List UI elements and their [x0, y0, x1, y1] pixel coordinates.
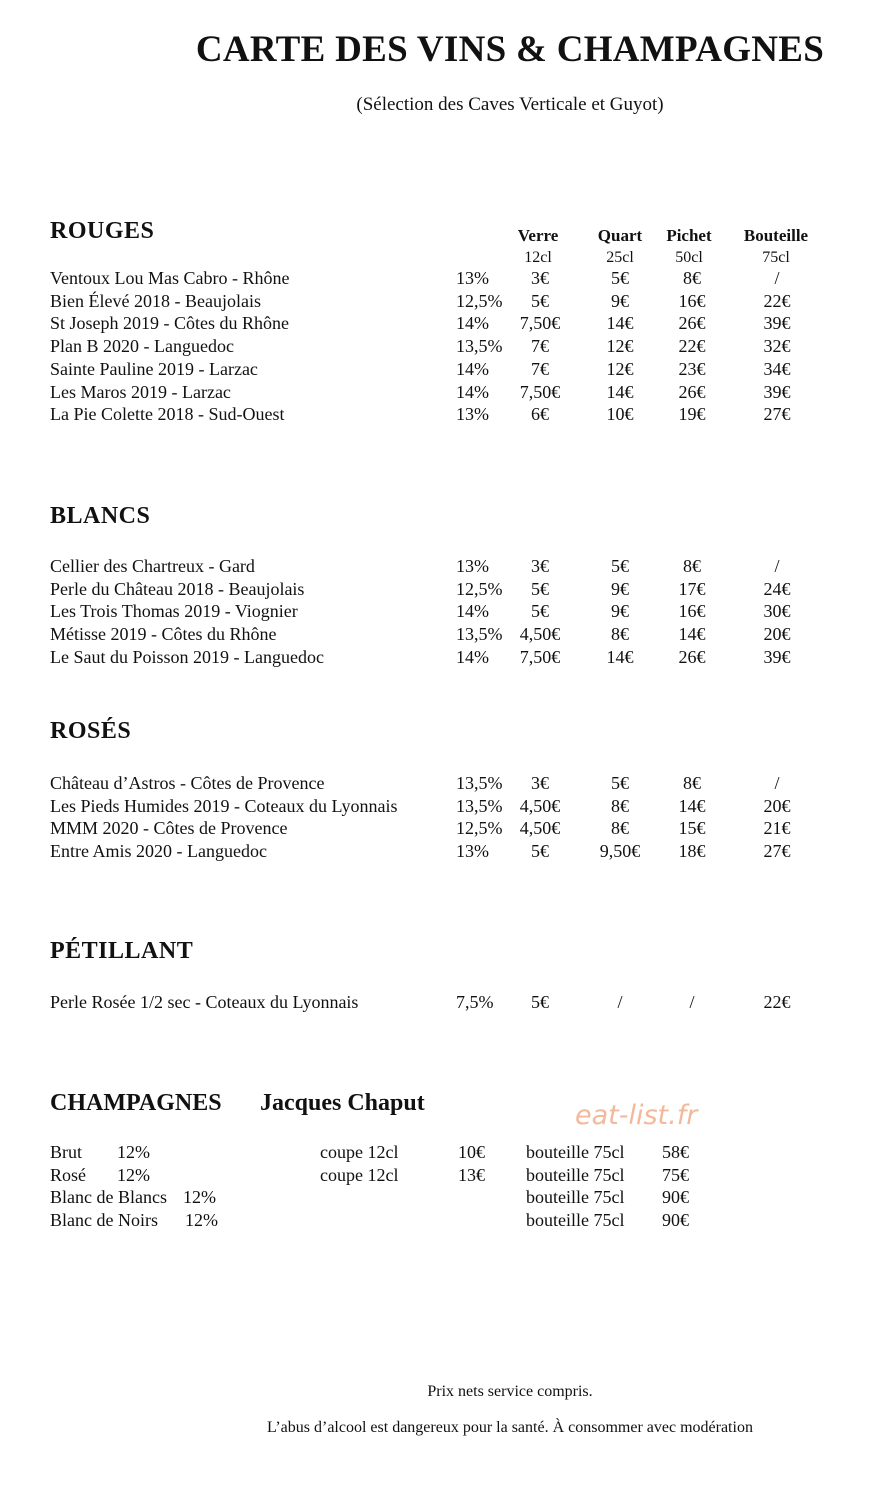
champagne-row [0, 1142, 875, 1164]
page-title: CARTE DES VINS & CHAMPAGNES [195, 29, 825, 70]
wine-name: Entre Amis 2020 - Languedoc [50, 841, 267, 862]
price-verre: 7€ [531, 336, 549, 357]
wine-alcohol: 14% [456, 601, 489, 622]
champagne-bottle: bouteille 75cl [526, 1210, 625, 1231]
wine-row [0, 818, 875, 840]
price-quart: 14€ [606, 313, 634, 334]
champagne-brand: Jacques Chaput [260, 1090, 425, 1116]
price-pichet: 26€ [678, 381, 706, 402]
champagne-name: Blanc de Noirs [50, 1210, 158, 1231]
wine-row [0, 841, 875, 863]
column-header-pichet: Pichet [666, 226, 712, 245]
price-pichet: 8€ [683, 268, 701, 288]
wine-alcohol: 13% [456, 268, 489, 288]
wine-row [0, 291, 875, 313]
price-quart: 5€ [611, 556, 629, 576]
wine-name: Ventoux Lou Mas Cabro - Rhône [50, 268, 290, 288]
wine-row [0, 579, 875, 601]
price-verre: 5€ [531, 290, 549, 311]
champagne-alcohol: 12% [185, 1210, 218, 1231]
price-quart: 12€ [606, 358, 634, 379]
wine-row [0, 268, 875, 290]
champagne-name: Rosé [50, 1164, 86, 1185]
price-verre: 4,50€ [519, 818, 561, 839]
price-quart: / [617, 992, 623, 1012]
price-bouteille: / [774, 556, 780, 576]
price-verre: 7,50€ [519, 313, 561, 334]
column-header-bouteille: Bouteille [743, 226, 809, 245]
price-verre: 5€ [531, 841, 549, 862]
wine-name: Le Saut du Poisson 2019 - Languedoc [50, 646, 324, 667]
price-pichet: 8€ [683, 556, 701, 576]
price-bouteille: 22€ [763, 290, 791, 311]
wine-alcohol: 13,5% [456, 336, 503, 357]
price-quart: 5€ [611, 773, 629, 793]
column-unit-quart: 25cl [606, 249, 634, 266]
wine-alcohol: 7,5% [456, 992, 494, 1012]
wine-row [0, 313, 875, 335]
wine-row [0, 382, 875, 404]
price-pichet: 14€ [678, 795, 706, 816]
column-header-quart: Quart [597, 226, 643, 245]
wine-row [0, 404, 875, 426]
price-quart: 9€ [611, 290, 629, 311]
price-verre: 5€ [531, 601, 549, 622]
wine-row [0, 601, 875, 623]
price-pichet: 14€ [678, 624, 706, 645]
section-title-roses: ROSÉS [50, 718, 132, 744]
wine-row [0, 556, 875, 578]
price-pichet: 16€ [678, 601, 706, 622]
price-quart: 12€ [606, 336, 634, 357]
champagne-coupe-price: 10€ [458, 1142, 485, 1162]
price-bouteille: 20€ [763, 795, 791, 816]
champagne-coupe-price: 13€ [458, 1164, 485, 1185]
wine-name: Sainte Pauline 2019 - Larzac [50, 358, 258, 379]
price-quart: 9€ [611, 578, 629, 599]
champagne-bottle: bouteille 75cl [526, 1142, 625, 1162]
wine-alcohol: 13,5% [456, 795, 503, 816]
column-unit-pichet: 50cl [675, 249, 703, 266]
price-verre: 3€ [531, 268, 549, 288]
price-verre: 7,50€ [519, 381, 561, 402]
champagne-alcohol: 12% [183, 1187, 216, 1208]
wine-alcohol: 13,5% [456, 624, 503, 645]
champagne-alcohol: 12% [117, 1164, 150, 1185]
price-verre: 7,50€ [519, 646, 561, 667]
wine-name: Perle du Château 2018 - Beaujolais [50, 578, 305, 599]
section-title-rouges: ROUGES [50, 218, 155, 244]
price-pichet: 22€ [678, 336, 706, 357]
wine-name: Les Trois Thomas 2019 - Viognier [50, 601, 298, 622]
price-quart: 10€ [606, 404, 634, 425]
price-bouteille: 22€ [763, 992, 791, 1012]
price-bouteille: 34€ [763, 358, 791, 379]
champagne-bottle-price: 90€ [662, 1210, 689, 1231]
column-unit-bouteille: 75cl [762, 249, 790, 266]
wine-row [0, 773, 875, 795]
wine-alcohol: 13% [456, 556, 489, 576]
champagne-coupe: coupe 12cl [320, 1164, 399, 1185]
price-pichet: / [689, 992, 695, 1012]
price-verre: 6€ [531, 404, 549, 425]
wine-name: Plan B 2020 - Languedoc [50, 336, 234, 357]
price-verre: 4,50€ [519, 795, 561, 816]
wine-alcohol: 14% [456, 381, 489, 402]
price-bouteille: 24€ [763, 578, 791, 599]
price-pichet: 23€ [678, 358, 706, 379]
wine-name: Métisse 2019 - Côtes du Rhône [50, 624, 277, 645]
champagne-bottle: bouteille 75cl [526, 1187, 625, 1208]
wine-row [0, 359, 875, 381]
page-subtitle: (Sélection des Caves Verticale et Guyot) [356, 94, 664, 115]
price-bouteille: 27€ [763, 841, 791, 862]
price-quart: 8€ [611, 795, 629, 816]
wine-row [0, 647, 875, 669]
price-pichet: 15€ [678, 818, 706, 839]
wine-name: La Pie Colette 2018 - Sud-Ouest [50, 404, 285, 425]
wine-alcohol: 12,5% [456, 290, 503, 311]
price-pichet: 8€ [683, 773, 701, 793]
price-bouteille: 39€ [763, 381, 791, 402]
footer-alcohol-warning: L’abus d’alcool est dangereux pour la santé. À consommer avec modération [267, 1419, 753, 1436]
price-quart: 8€ [611, 818, 629, 839]
price-pichet: 17€ [678, 578, 706, 599]
price-quart: 5€ [611, 268, 629, 288]
champagne-name: Brut [50, 1142, 83, 1162]
wine-alcohol: 13,5% [456, 773, 503, 793]
champagne-bottle: bouteille 75cl [526, 1164, 625, 1185]
price-verre: 5€ [531, 578, 549, 599]
price-bouteille: 20€ [763, 624, 791, 645]
champagne-alcohol: 12% [117, 1142, 150, 1162]
footer-service-note: Prix nets service compris. [427, 1383, 593, 1400]
wine-alcohol: 13% [456, 404, 489, 425]
wine-alcohol: 14% [456, 358, 489, 379]
watermark-logo: eat-list.fr [575, 1100, 698, 1131]
price-bouteille: 27€ [763, 404, 791, 425]
champagne-coupe: coupe 12cl [320, 1142, 399, 1162]
wine-row [0, 992, 875, 1014]
wine-name: MMM 2020 - Côtes de Provence [50, 818, 288, 839]
price-bouteille: 39€ [763, 646, 791, 667]
champagne-bottle-price: 58€ [662, 1142, 689, 1162]
price-pichet: 18€ [678, 841, 706, 862]
price-bouteille: / [774, 773, 780, 793]
price-bouteille: 30€ [763, 601, 791, 622]
section-title-petillant: PÉTILLANT [50, 938, 194, 964]
wine-row [0, 336, 875, 358]
price-quart: 14€ [606, 381, 634, 402]
wine-alcohol: 13% [456, 841, 489, 862]
price-bouteille: / [774, 268, 780, 288]
wine-name: Perle Rosée 1/2 sec - Coteaux du Lyonnais [50, 992, 359, 1012]
price-verre: 7€ [531, 358, 549, 379]
price-verre: 5€ [531, 992, 549, 1012]
price-pichet: 19€ [678, 404, 706, 425]
wine-name: Les Maros 2019 - Larzac [50, 381, 231, 402]
champagne-name: Blanc de Blancs [50, 1187, 167, 1208]
wine-alcohol: 12,5% [456, 818, 503, 839]
price-verre: 3€ [531, 773, 549, 793]
wine-name: Les Pieds Humides 2019 - Coteaux du Lyonnais [50, 795, 398, 816]
wine-row [0, 624, 875, 646]
section-title-blancs: BLANCS [50, 503, 151, 529]
section-title-champagnes: CHAMPAGNES [50, 1090, 222, 1116]
price-bouteille: 32€ [763, 336, 791, 357]
champagne-row [0, 1210, 875, 1232]
column-header-verre: Verre [517, 226, 559, 245]
price-bouteille: 21€ [763, 818, 791, 839]
column-unit-verre: 12cl [524, 249, 552, 266]
wine-name: Cellier des Chartreux - Gard [50, 556, 255, 576]
price-pichet: 16€ [678, 290, 706, 311]
wine-alcohol: 12,5% [456, 578, 503, 599]
champagne-bottle-price: 75€ [662, 1164, 689, 1185]
price-verre: 4,50€ [519, 624, 561, 645]
wine-row [0, 796, 875, 818]
price-bouteille: 39€ [763, 313, 791, 334]
wine-alcohol: 14% [456, 646, 489, 667]
champagne-bottle-price: 90€ [662, 1187, 689, 1208]
price-quart: 14€ [606, 646, 634, 667]
wine-alcohol: 14% [456, 313, 489, 334]
price-quart: 8€ [611, 624, 629, 645]
wine-name: Bien Élevé 2018 - Beaujolais [50, 290, 261, 311]
price-quart: 9€ [611, 601, 629, 622]
price-pichet: 26€ [678, 313, 706, 334]
champagne-row [0, 1187, 875, 1209]
champagne-row [0, 1165, 875, 1187]
price-pichet: 26€ [678, 646, 706, 667]
price-verre: 3€ [531, 556, 549, 576]
wine-name: Château d’Astros - Côtes de Provence [50, 773, 325, 793]
wine-name: St Joseph 2019 - Côtes du Rhône [50, 313, 290, 334]
price-quart: 9,50€ [599, 841, 641, 862]
